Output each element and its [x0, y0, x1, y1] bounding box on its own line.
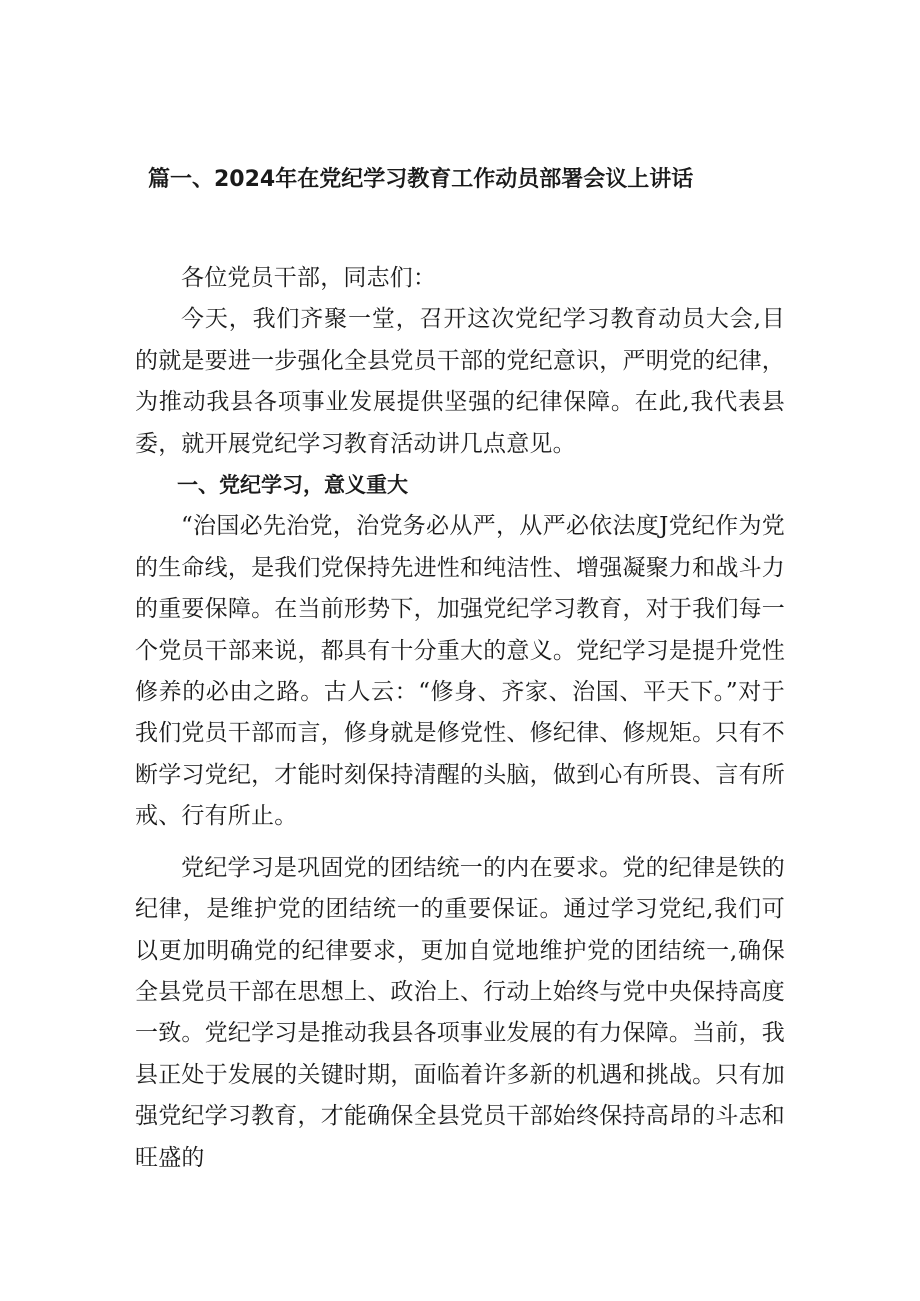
document-body [135, 258, 785, 1179]
paragraph-unity: 党纪学习是巩固党的团结统一的内在要求。党的纪律是铁的纪律，是维护党的团结统一的重要保证。通过学习党纪,我们可以更加明确党的纪律要求，更加自觉地维护党的团结统一,确保全县党员干部在思想上、政治上、行动上始终与党中央保持高度一致。党纪学习是推动我县各项事业发展的有力保障。当前，我县正处于发展的关键时期，面临着许多新的机遇和挑战。只有加强党纪学习教育，才能确保全县党员干部始终保持高昂的斗志和旺盛的 [135, 854, 785, 1171]
salutation: 各位党员干部，同志们： [181, 265, 437, 291]
paragraph-intro: 今天，我们齐聚一堂，召开这次党纪学习教育动员大会,目的就是要进一步强化全县党员干部的党纪意识，严明党的纪律，为推动我县各项事业发展提供坚强的纪律保障。在此,我代表县委，就开展党纪学习教育活动讲几点意见。 [135, 306, 785, 457]
section-heading: 一、党纪学习，意义重大 [177, 473, 408, 498]
paragraph-significance: “治国必先治党，治党务必从严，从严必依法度J党纪作为党的生命线，是我们党保持先进性和纯洁性、增强凝聚力和战斗力的重要保障。在当前形势下，加强党纪学习教育，对于我们每一个党员干部来说，都具有十分重大的意义。党纪学习是提升党性修养的必由之路。古人云：“修身、齐家、治国、平天下。”对于我们党员干部而言，修身就是修党性、修纪律、修规矩。只有不断学习党纪，才能时刻保持清醒的头脑，做到心有所畏、言有所戒、行有所止。 [135, 513, 785, 830]
document-title: 篇一、2024年在党纪学习教育工作动员部署会议上讲话 [148, 167, 694, 192]
